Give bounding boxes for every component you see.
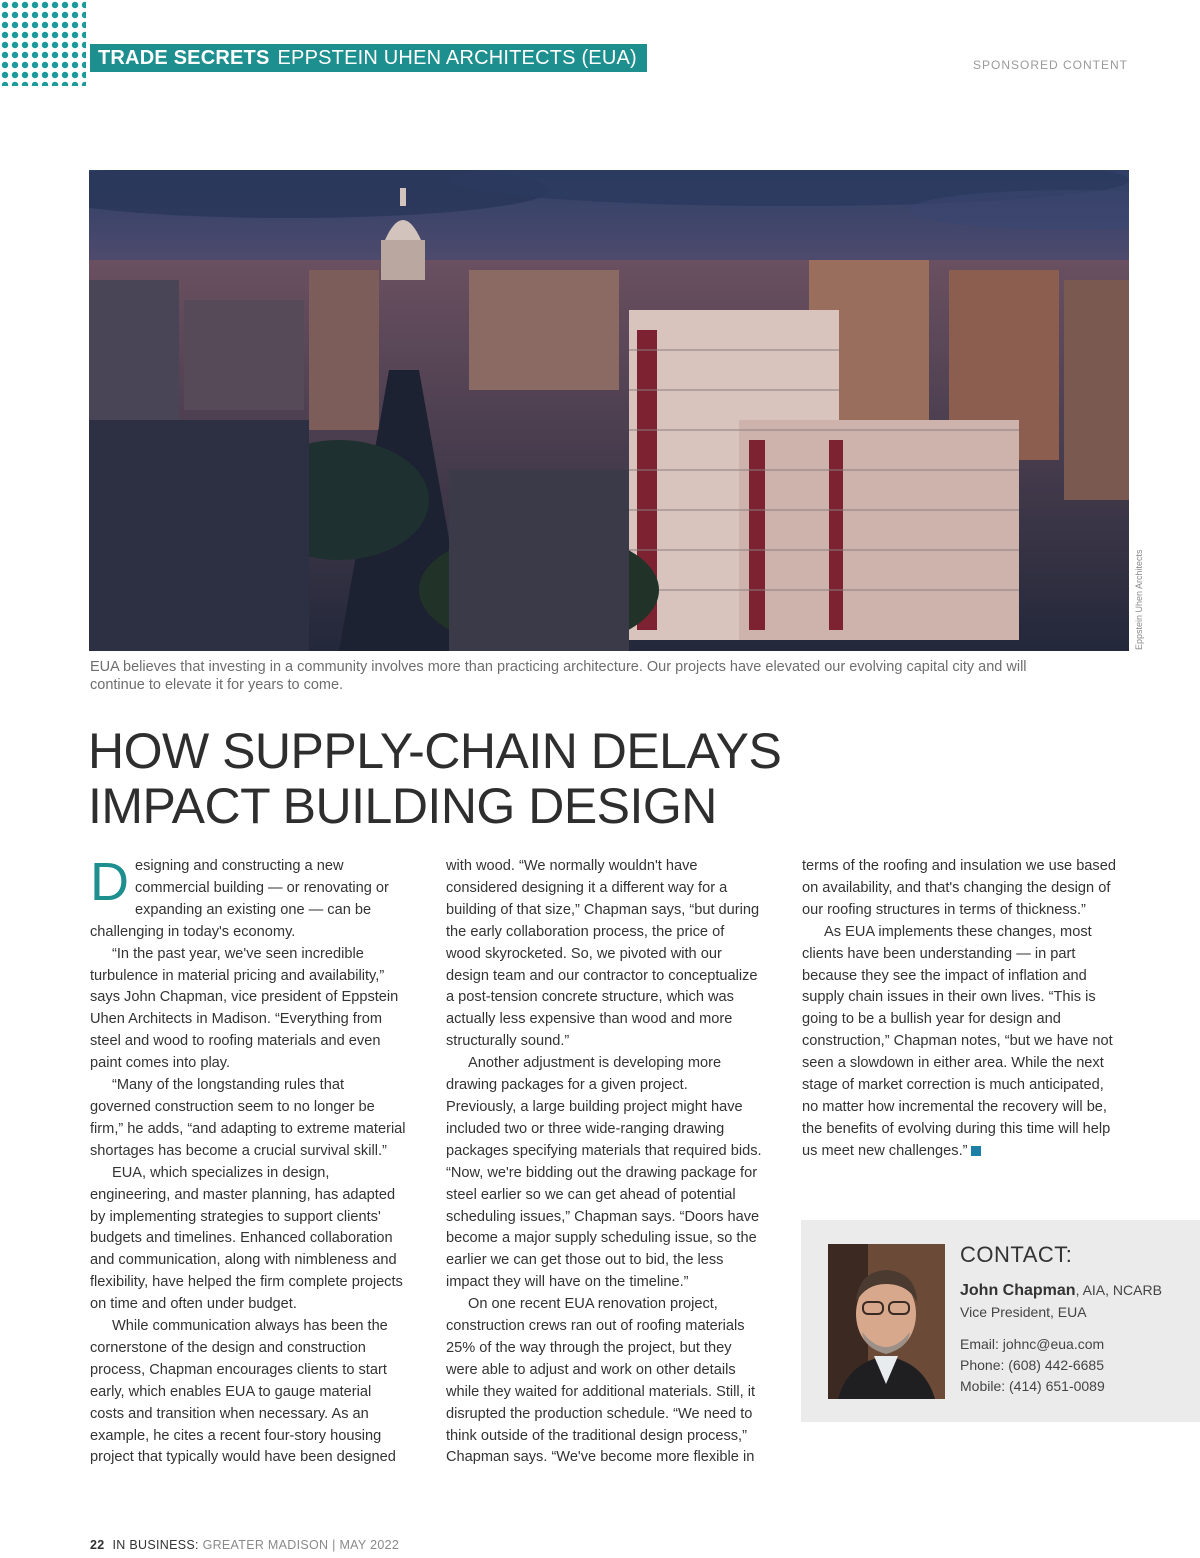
article-paragraph: with wood. “We normally wouldn't have considered designing it a different way for a building of that size,” Chapman says, “but during the early collaboration process, the price of wood skyrocketed. So, we pivoted with our design team and our contractor to conceptualize a post-tension concrete structure, which was actually less expensive than wood and more structurally sound.” xyxy=(446,858,760,1050)
contact-mobile: Mobile: (414) 651-0089 xyxy=(960,1378,1105,1394)
dot-pattern-decoration xyxy=(0,0,86,86)
article-paragraph: EUA, which specializes in design, engineering, and master planning, has adapted by implementing strategies to support clients' budgets and timelines. Enhanced collaboration and communication, along with nimbleness and flexibility, have helped the firm complete projects on time and often under budget. xyxy=(90,1164,403,1313)
end-mark-icon xyxy=(971,1146,981,1156)
photo-caption: EUA believes that investing in a community involves more than practicing architecture. Our projects have elevated our evolving capital city and will continue to elevate it for years to come. xyxy=(90,659,1027,693)
article-paragraph: While communication always has been the cornerstone of the design and construction process, Chapman encourages clients to start early, which enables EUA to gauge material costs and transition when necessary. As an example, he cites a recent four-story housing project that typically would have been designed xyxy=(90,1318,396,1466)
section-tag xyxy=(90,44,647,72)
article-column-1 xyxy=(90,852,406,1469)
article-column-2 xyxy=(446,856,762,1469)
article-paragraph: On one recent EUA renovation project, construction crews ran out of roofing materials 25% of the way through the project, but they were able to adjust and work on other details while they waited for additional materials. Still, it disrupted the production schedule. “We need to think outside of the traditional design process,” Chapman says. “We've become more flexible in xyxy=(446,1296,756,1466)
article-column-3 xyxy=(802,856,1118,1163)
page-footer xyxy=(90,1538,399,1552)
article-paragraph: As EUA implements these changes, most clients have been understanding — in part because they see the impact of inflation and supply chain issues in their own lives. “This is going to be a bullish year for design and construction,” Chapman notes, “but we have not seen a slowdown in either area. While the next stage of market correction is much anticipated, no matter how incremental the recovery will be, the benefits of evolving during this time will help us meet new challenges.” xyxy=(802,923,1113,1159)
contact-name: John Chapman, AIA, NCARB xyxy=(960,1282,1162,1299)
article-paragraph: “In the past year, we've seen incredible turbulence in material pricing and availability,” says John Chapman, vice president of Eppstein Uhen Architects in Madison. “Everything from steel and wood to roofing materials and even paint comes into play. xyxy=(90,945,399,1072)
headline-line-1: HOW SUPPLY-CHAIN DELAYS xyxy=(88,723,782,779)
contact-box xyxy=(801,1220,1200,1422)
magazine-name: IN BUSINESS: xyxy=(112,1538,199,1552)
page-number: 22 xyxy=(90,1538,105,1552)
section-name: TRADE SECRETS xyxy=(98,46,270,69)
headline-line-2: IMPACT BUILDING DESIGN xyxy=(88,778,717,834)
company-name: EPPSTEIN UHEN ARCHITECTS (EUA) xyxy=(277,46,637,69)
article-paragraph: terms of the roofing and insulation we use based on availability, and that's changing the design of our roofing structures in terms of thickness.” xyxy=(802,858,1116,918)
contact-title: CONTACT: xyxy=(960,1242,1073,1267)
drop-cap: D xyxy=(90,852,129,912)
article-paragraph: Another adjustment is developing more drawing packages for a given project. Previously, a large building project might have included two or three wide-ranging drawing packages specifying materials that required bids. “Now, we're bidding out the drawing package for steel earlier so we can get ahead of potential scheduling issues,” Chapman says. “Doors have become a major supply scheduling issue, so the earlier we can get those out to bid, the less impact they will have on the timeline.” xyxy=(446,1055,762,1291)
edition-info: GREATER MADISON | MAY 2022 xyxy=(202,1538,400,1552)
headshot-photo xyxy=(828,1244,945,1399)
contact-email: Email: johnc@eua.com xyxy=(960,1336,1105,1352)
contact-phone: Phone: (608) 442-6685 xyxy=(960,1357,1104,1373)
article-paragraph: Designing and constructing a new commercial building — or renovating or expanding an existing one — can be challenging in today's economy. xyxy=(90,852,389,940)
city-skyline-photo xyxy=(89,170,1129,651)
article-headline xyxy=(88,724,848,834)
contact-role: Vice President, EUA xyxy=(960,1304,1087,1320)
sponsored-label: SPONSORED CONTENT xyxy=(972,58,1128,72)
article-paragraph: “Many of the longstanding rules that governed construction seem to no longer be firm,” he adds, “and adapting to extreme material shortages has become a crucial survival skill.” xyxy=(90,1077,406,1159)
